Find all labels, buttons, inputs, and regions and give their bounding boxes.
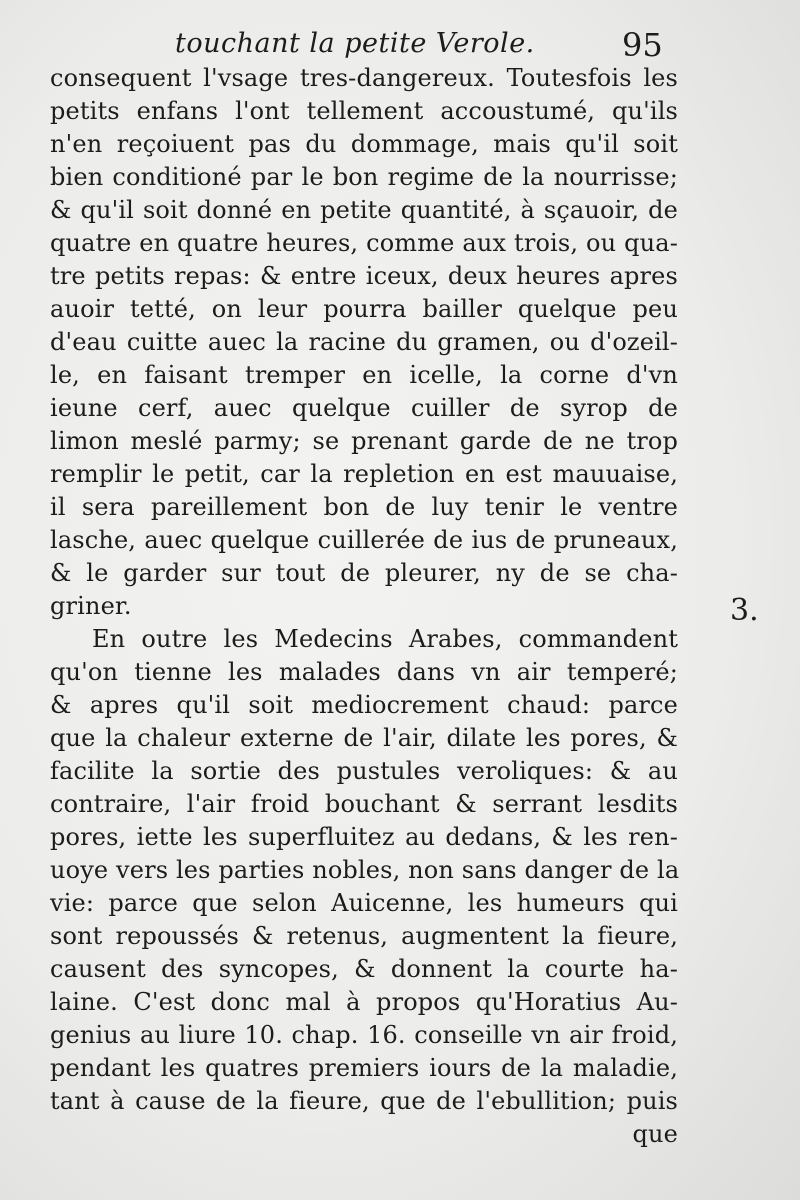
catchword: que <box>632 1120 678 1148</box>
text-line: qu'on tienne les malades dans vn air temperé; <box>50 658 678 686</box>
text-line: griner. <box>50 592 132 620</box>
text-line: consequent l'vsage tres-dangereux. Toutesfois les <box>50 64 678 92</box>
text-line: contraire, l'air froid bouchant & serrant lesdits <box>50 790 678 818</box>
text-line: tant à cause de la fieure, que de l'ebullition; puis <box>50 1087 678 1115</box>
text-line: & le garder sur tout de pleurer, ny de se cha- <box>50 559 678 587</box>
text-line: pendant les quatres premiers iours de la maladie, <box>50 1054 678 1082</box>
text-line: remplir le petit, car la repletion en est mauuaise, <box>50 460 678 488</box>
text-line: & qu'il soit donné en petite quantité, à sçauoir, de <box>50 196 678 224</box>
text-line: il sera pareillement bon de luy tenir le ventre <box>50 493 678 521</box>
margin-note: 3. <box>730 593 759 628</box>
text-line: d'eau cuitte auec la racine du gramen, ou d'ozeil- <box>50 328 678 356</box>
text-line: pores, iette les superfluitez au dedans, & les ren- <box>50 823 678 851</box>
text-line: genius au liure 10. chap. 16. conseille vn air froid, <box>50 1021 678 1049</box>
text-line: le, en faisant tremper en icelle, la corne d'vn <box>50 361 678 389</box>
text-line: n'en reçoiuent pas du dommage, mais qu'il soit <box>50 130 678 158</box>
paragraph-first-line: En outre les Medecins Arabes, commandent <box>92 625 678 653</box>
text-line: limon meslé parmy; se prenant garde de ne trop <box>50 427 678 455</box>
running-head: touchant la petite Verole. <box>175 28 535 59</box>
text-line: facilite la sortie des pustules veroliques: & au <box>50 757 678 785</box>
text-line: que la chaleur externe de l'air, dilate les pores, & <box>50 724 678 752</box>
text-line: tre petits repas: & entre iceux, deux heures apres <box>50 262 678 290</box>
text-line: uoye vers les parties nobles, non sans danger de la <box>50 856 680 884</box>
text-line: auoir tetté, on leur pourra bailler quelque peu <box>50 295 678 323</box>
body-text <box>50 62 678 1151</box>
text-line: & apres qu'il soit mediocrement chaud: parce <box>50 691 678 719</box>
text-line: lasche, auec quelque cuillerée de ius de pruneaux, <box>50 526 678 554</box>
text-line: petits enfans l'ont tellement accoustumé, qu'ils <box>50 97 678 125</box>
text-line: sont repoussés & retenus, augmentent la fieure, <box>50 922 678 950</box>
text-line: bien conditioné par le bon regime de la nourrisse; <box>50 163 678 191</box>
text-line: vie: parce que selon Auicenne, les humeurs qui <box>50 889 678 917</box>
page-number: 95 <box>622 26 663 64</box>
text-line: causent des syncopes, & donnent la courte ha- <box>50 955 678 983</box>
text-line: ieune cerf, auec quelque cuiller de syrop de <box>50 394 678 422</box>
text-line: quatre en quatre heures, comme aux trois, ou qua- <box>50 229 678 257</box>
text-line: laine. C'est donc mal à propos qu'Horatius Au- <box>50 988 678 1016</box>
